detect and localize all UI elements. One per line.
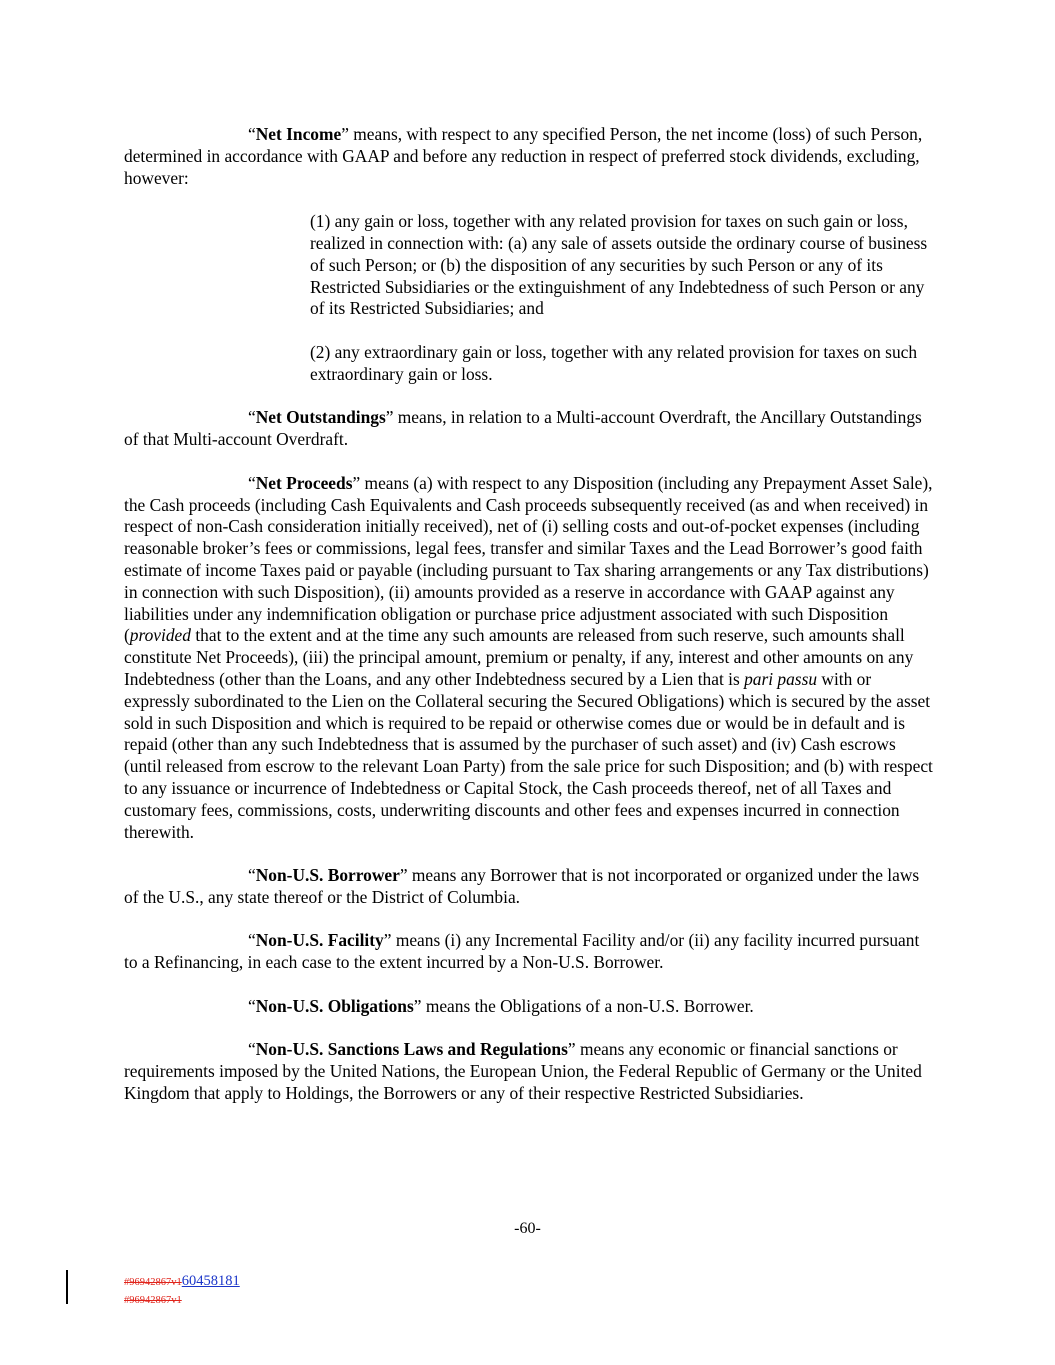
definition-text: with or expressly subordinated to the Lien on the Collateral securing the Secured Obligations) which is secured by the asset sold in such Disposition and which is required to be repaid or otherwise comes due or would be in default and is repaid (other than any such Indebtedness that is assumed by the purchaser of such asset) and (iv) Cash escrows (until released from escrow to the relevant Loan Party) from the sale price for such Disposition; and (b) with respect to any issuance or incurrence of Indebtedness or Capital Stock, the Cash proceeds thereof, net of all Taxes and customary fees, commissions, costs, underwriting discounts and other fees and expenses incurred in connection therewith. (124, 668, 933, 842)
defined-term: Non-U.S. Borrower (255, 865, 400, 886)
footer-line-1 (124, 1273, 240, 1291)
definition-text: ” means (i) any Incremental Facility and/or (ii) any facility incurred pursuant to a Refinancing, in each case to the extent incurred by a Non-U.S. Borrower. (124, 930, 920, 973)
definition-non-us-facility (124, 930, 934, 974)
definition-non-us-borrower (124, 865, 934, 909)
deleted-document-id: #96942867v1 (124, 1295, 182, 1306)
inserted-document-id: 60458181 (181, 1273, 240, 1289)
deleted-document-id: #96942867v1 (124, 1277, 182, 1288)
definition-text: ” means any Borrower that is not incorporated or organized under the laws of the U.S., any state thereof or the District of Columbia. (124, 865, 920, 907)
definition-net-outstandings (124, 407, 934, 451)
open-quote: “ (248, 1039, 256, 1060)
definition-net-proceeds (124, 473, 934, 844)
defined-term: Non-U.S. Sanctions Laws and Regulations (255, 1039, 568, 1060)
definition-text: ” means (a) with respect to any Disposition (including any Prepayment Asset Sale), the Cash proceeds (including Cash Equivalents and Cash proceeds subsequently received (as and when received) in respect of non-Cash consideration initially received), net of (i) selling costs and out-of-pocket expenses (including reasonable broker’s fees or commissions, legal fees, transfer and similar Taxes and the Lead Borrower’s good faith estimate of income Taxes paid or payable (including pursuant to Tax sharing arrangements or any Tax distributions) in connection with such Disposition), (ii) amounts provided as a reserve in accordance with GAAP against any liabilities under any indemnification obligation or purchase price adjustment associated with such Disposition ( (124, 472, 933, 646)
definition-text: ” means the Obligations of a non-U.S. Borrower. (413, 995, 754, 1016)
page-number: -60- (514, 1220, 541, 1237)
italic-provided: provided (129, 625, 191, 646)
document-footer (124, 1273, 240, 1309)
defined-term: Net Income (255, 124, 342, 144)
defined-term: Non-U.S. Facility (255, 930, 384, 951)
defined-term: Net Proceeds (255, 472, 353, 493)
footer-line-2 (124, 1291, 240, 1309)
definition-text: ” means, in relation to a Multi-account Overdraft, the Ancillary Outstandings of that Multi-account Overdraft. (124, 407, 922, 450)
net-income-item-2: (2) any extraordinary gain or loss, together with any related provision for taxes on such extraordinary gain or loss. (310, 341, 918, 384)
definition-non-us-obligations (124, 996, 934, 1018)
definition-text: ” means, with respect to any specified Person, the net income (loss) of such Person, determined in accordance with GAAP and before any reduction in respect of preferred stock dividends, excluding, however: (124, 124, 923, 188)
defined-term: Non-U.S. Obligations (255, 995, 414, 1016)
net-income-item-1: (1) any gain or loss, together with any related provision for taxes on such gain or loss, realized in connection with: (a) any sale of assets outside the ordinary course of business of such Person; or (b) the disposition of any securities by such Person or any of its Restricted Subsidiaries or the extinguishment of any Indebtedness of such Person or any of its Restricted Subsidiaries; and (310, 211, 928, 319)
open-quote: “ (248, 995, 256, 1016)
open-quote: “ (248, 124, 256, 144)
italic-pari-passu: pari passu (744, 668, 818, 689)
open-quote: “ (248, 865, 256, 886)
definition-non-us-sanctions (124, 1039, 934, 1104)
open-quote: “ (248, 407, 256, 428)
open-quote: “ (248, 930, 256, 951)
definition-net-income (124, 124, 934, 189)
definition-text: that to the extent and at the time any such amounts are released from such reserve, such amounts shall constitute Net Proceeds), (iii) the principal amount, premium or penalty, if any, interest and other amounts on any Indebtedness (other than the Loans, and any other Indebtedness secured by a Lien that is (124, 625, 914, 689)
definition-text: ” means any economic or financial sanctions or requirements imposed by the United Nations, the European Union, the Federal Republic of Germany or the United Kingdom that apply to Holdings, the Borrowers or any of their respective Restricted Subsidiaries. (124, 1039, 922, 1104)
change-bar (66, 1270, 68, 1304)
document-body (124, 124, 934, 1127)
defined-term: Net Outstandings (255, 407, 386, 428)
open-quote: “ (248, 472, 256, 493)
